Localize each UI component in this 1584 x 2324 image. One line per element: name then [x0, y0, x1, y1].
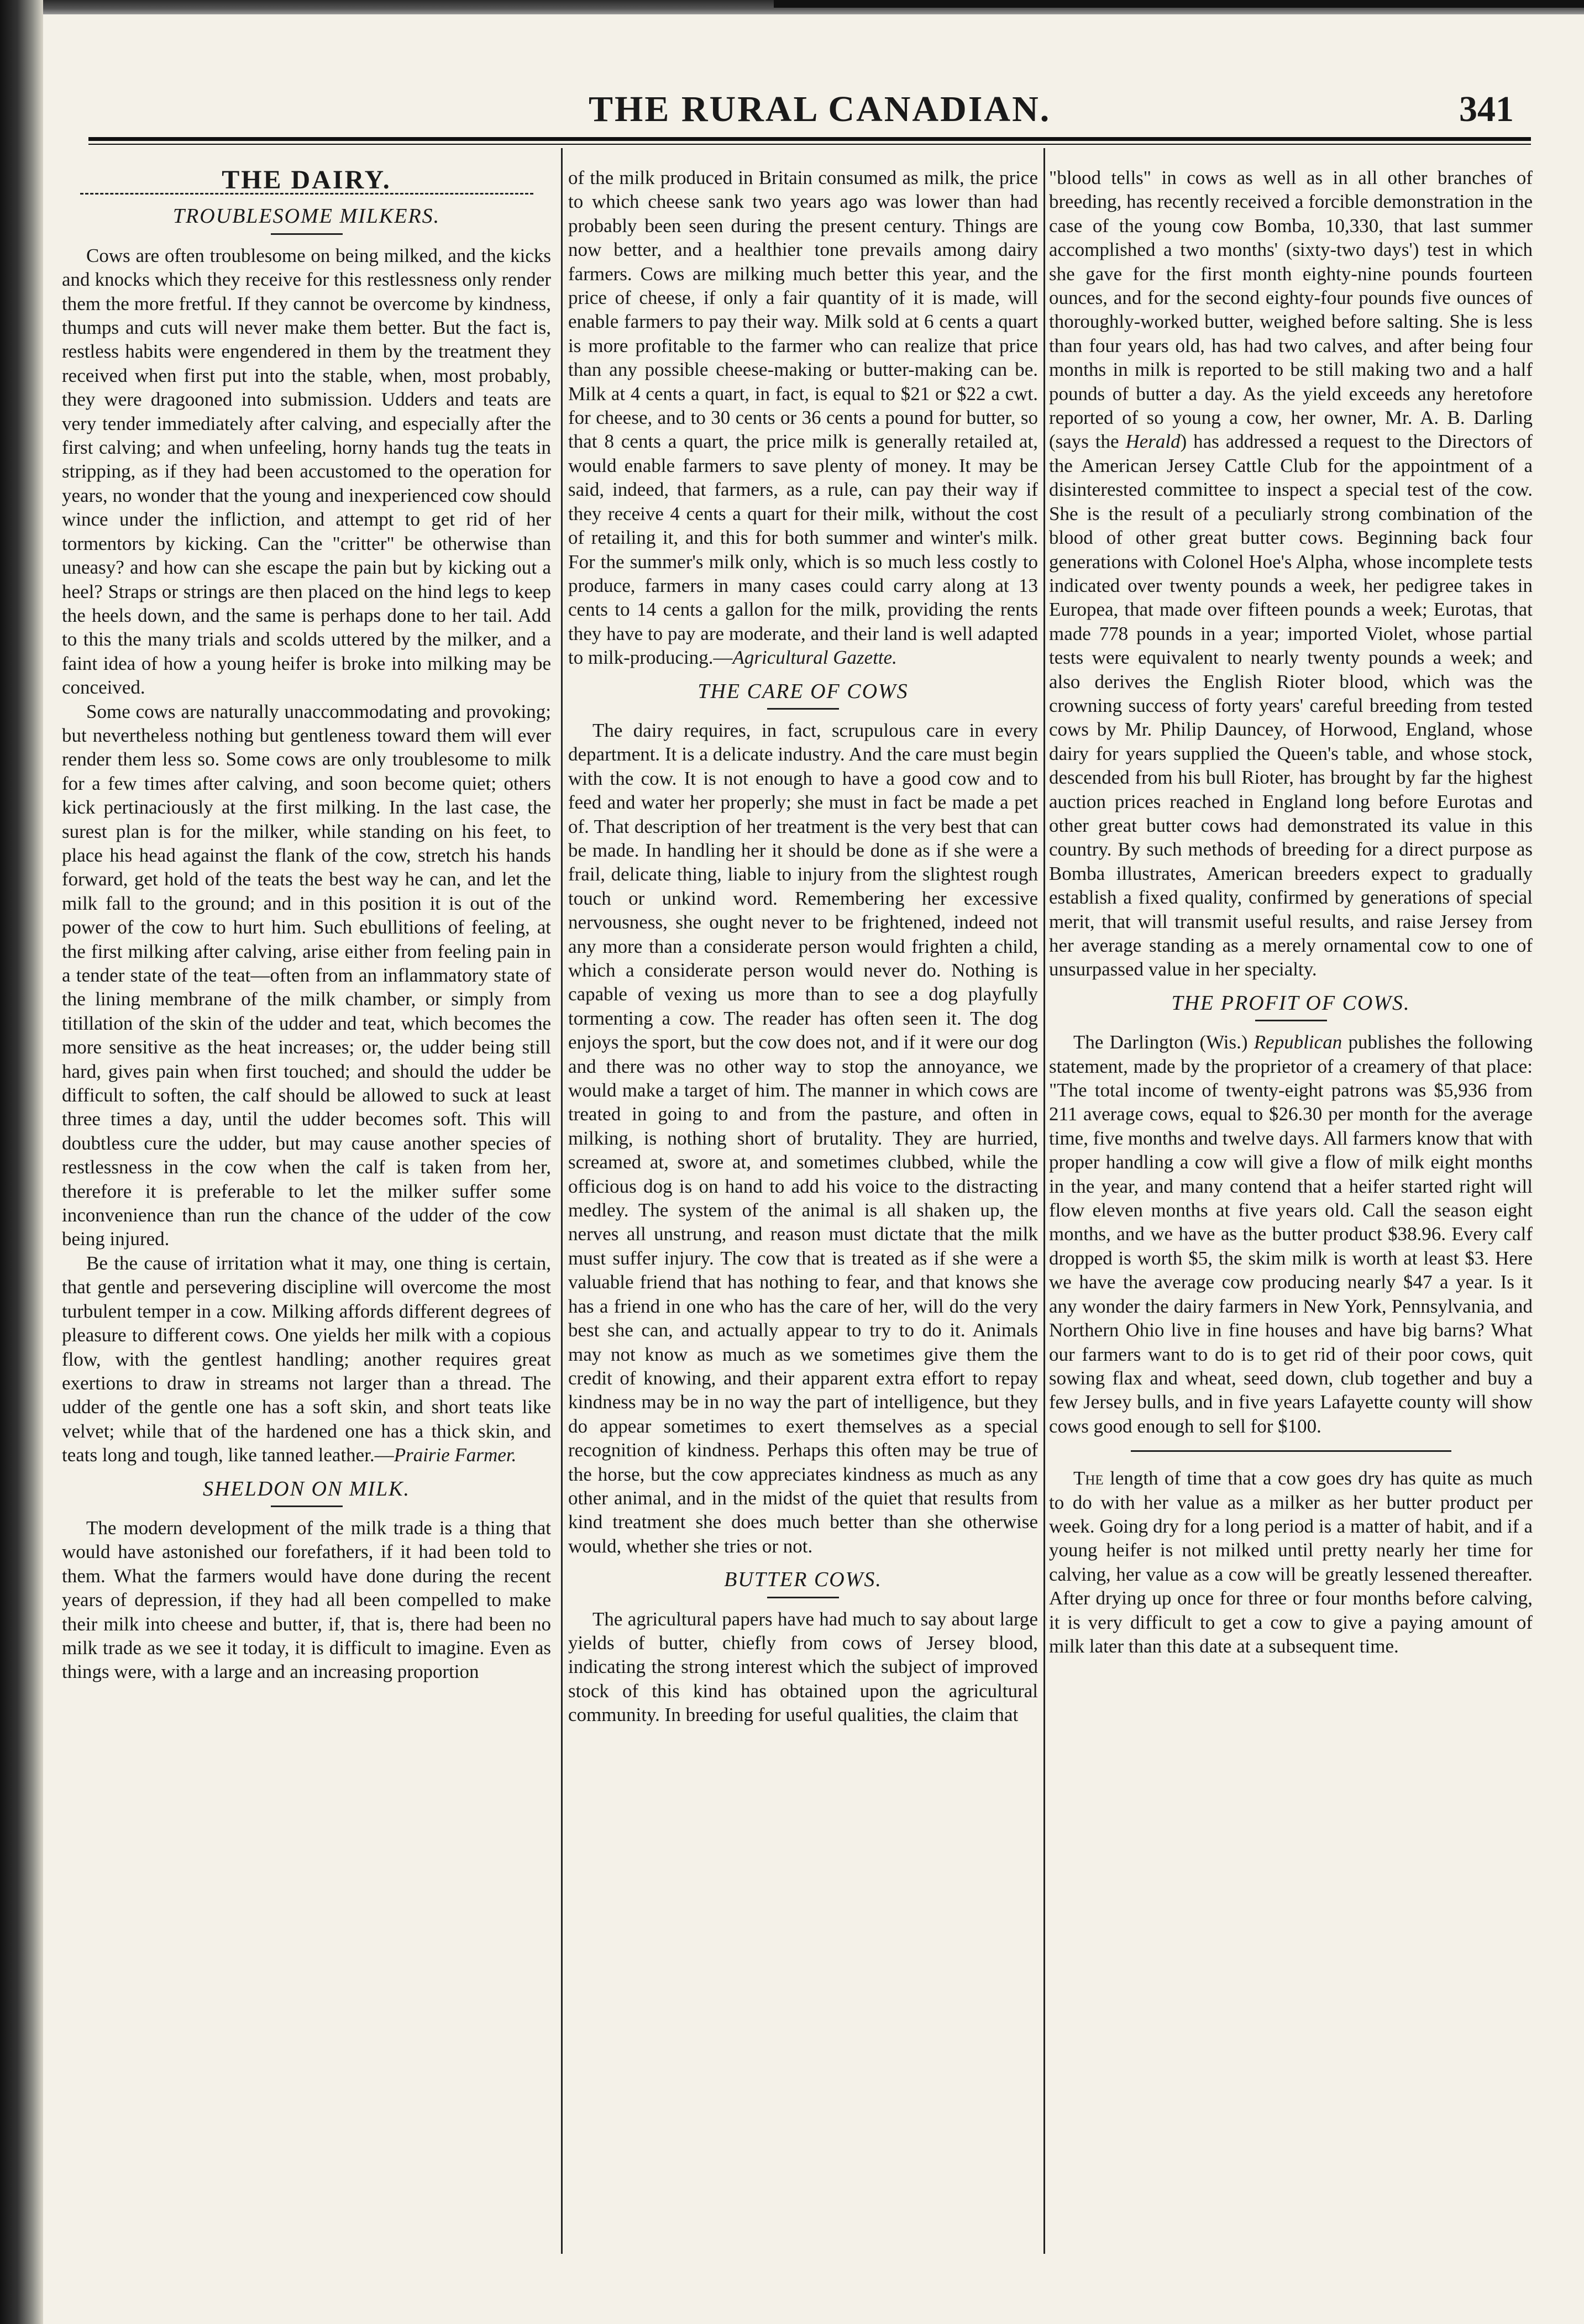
- source-credit: Agricultural Gazette.: [732, 647, 897, 669]
- column-1: [62, 166, 551, 1684]
- article-paragraph: [1049, 166, 1533, 982]
- title-rule: [271, 233, 343, 235]
- article-paragraph: The agricultural papers have had much to say about large yields of butter, chiefly from cows of Jersey blood, indicating the strong interest which the subject of improved stock of this kind has obtained upon the agricultural community. In breeding for useful qualities, the claim that: [568, 1608, 1038, 1726]
- page-number: 341: [1459, 89, 1514, 129]
- header-rule-thin: [88, 144, 1531, 145]
- article-paragraph: [62, 1251, 551, 1467]
- article-title-butter-cows: BUTTER COWS.: [724, 1568, 882, 1592]
- article-title-profit-of-cows: THE PROFIT OF COWS.: [1171, 991, 1410, 1015]
- article-paragraph: The dairy requires, in fact, scrupulous care in every department. It is a delicate industry. And the care must begin with the cow. It is not enough to have a good cow and to feed and water her properly; she must in fact be made a pet of. That description of her treatment is the very best that can be made. In handling her it should be done as if she were a frail, delicate thing, liable to injury from the slightest rough touch or unkind word. Remembering her excessive nervousness, she ought never to be frightened, indeed not any more than a considerate person would frighten a child, which a considerate person would never do. Nothing is capable of vexing us more than to see a dog playfully tormenting a cow. The reader has often seen it. The dog enjoys the sport, but the cow does not, and if it were our dog and there was no other way to stop the annoyance, we would make a target of him. The manner in which cows are treated in going to and from the pasture, and often in milking, is nothing short of brutality. They are hurried, screamed at, swore at, and sometimes clubbed, while the officious dog is on hand to add his voice to the distracting medley. The system of the animal is all shaken up, the nerves all unstrung, and reason must dictate that the milk must suffer injury. The cow that is treated as if she were a valuable friend that has nothing to fear, and that knows she has a friend in one who has the care of her, will do the very best she can, and actually appear to try to do it. Animals may not know as much as we sometimes give them the credit of knowing, and their apparent extra effort to repay kindness may be in no way the part of intelligence, but they do appear sometimes to exert themselves as a special recognition of kindness. Perhaps this often may be true of the horse, but the cow appreciates kindness as much as any other animal, and in the midst of the quiet that results from kind treatment she does much better than she otherwise would, whether she tries or not.: [568, 719, 1038, 1557]
- running-head: THE RURAL CANADIAN.: [589, 89, 1051, 129]
- article-paragraph: [1049, 1030, 1533, 1438]
- title-rule: [1255, 1020, 1327, 1021]
- title-rule: [767, 708, 839, 710]
- article-separator: [1131, 1450, 1451, 1452]
- paragraph-text: The Darlington (Wis.): [1073, 1031, 1254, 1053]
- article-title-care-of-cows: THE CARE OF COWS: [697, 679, 909, 703]
- title-rule: [271, 1505, 343, 1507]
- top-edge-band-dark: [774, 0, 1584, 8]
- paragraph-text: Be the cause of irritation what it may, one thing is certain, that gentle and persevering discipline will overcome the most turbulent temper in a cow. Milking affords different degrees of pleasure to different cows. One yields her milk with a copious flow, with the gentlest handling; another requires great exertions to draw in streams not larger than a thread. The udder of the gentle one has a soft skin, and short teats like velvet; while that of the hardened one has a thick skin, and teats long and tough, like tanned leather.—: [62, 1252, 551, 1466]
- lead-word: The: [1073, 1467, 1104, 1489]
- publication-name: Republican: [1253, 1031, 1342, 1053]
- title-rule: [767, 1597, 839, 1598]
- paragraph-text: of the milk produced in Britain consumed as milk, the price to which cheese sank two years ago was lower than had probably been seen during the present century. Things are now better, and a healthier tone prevails among dairy farmers. Cows are milking much better this year, and the price of cheese, if only a fair quantity of it is made, will enable farmers to pay their way. Milk sold at 6 cents a quart is more profitable to the farmer who can realize that price than any possible cheese-making or butter-making can be. Milk at 4 cents a quart, in fact, is equal to $21 or $22 a cwt. for cheese, and to 30 cents or 36 cents a pound for butter, so that 8 cents a quart, the price milk is generally retailed at, would enable farmers to save plenty of money. It may be said, indeed, that farmers, as a rule, can pay their way if they receive 4 cents a quart for their milk, without the cost of retailing it, and this for both summer and winter's milk. For the summer's milk only, which is so much less costly to produce, farmers in many cases could carry along at 13 cents to 14 cents a gallon for the milk, providing the rents they have to pay are moderate, and their land is well adapted to milk-producing.—: [568, 167, 1038, 669]
- article-paragraph: [1049, 1466, 1533, 1658]
- article-paragraph: Cows are often troublesome on being milked, and the kicks and knocks which they receive for this restlessness only render them the more fretful. If they cannot be overcome by kindness, thumps and cuts will never make them better. But the fact is, restless habits were engendered in them by the treatment they received when first put into the stable, when, most probably, they were dragooned into submission. Udders and teats are very tender immediately after calving, and especially after the first calving; and when unfeeling, horny hands tug the teats in stripping, as if they had been accustomed to the operation for years, no wonder that the young and inexperienced cow should wince under the infliction, and attempt to get rid of her tormentors by kicking. Can the "critter" be otherwise than uneasy? and how can she escape the pain but by kicking out a heel? Straps or strings are then placed on the hind legs to keep the heels down, and the same is perhaps done to her tail. Add to this the many trials and scolds uttered by the milker, and a faint idea of how a young heifer is broke into milking may be conceived.: [62, 244, 551, 699]
- binding-spine: [0, 0, 43, 2324]
- article-title-troublesome-milkers: TROUBLESOME MILKERS.: [172, 204, 440, 228]
- column-2: [568, 166, 1038, 1727]
- column-3: [1049, 166, 1533, 1658]
- article-paragraph: Some cows are naturally unaccommodating and provoking; but nevertheless nothing but gentleness toward them will ever render them less so. Some cows are only troublesome to milk for a few times after calving, and soon become quiet; others kick pertinaciously at the first milking. In the last case, the surest plan is for the milker, while standing on his feet, to place his head against the flank of the cow, stretch his hands forward, get hold of the teats the best way he can, and let the milk fall to the ground; and in this position it is out of the power of the cow to hurt him. Such ebullitions of feeling, at the first milking after calving, arise either from feeling pain in a tender state of the teat—often from an inflammatory state of the lining membrane of the milk chamber, or simply from titillation of the skin of the udder and teat, which becomes the more sensitive as the heat increases; or, the udder being still hard, gives pain when first touched; and should the udder be difficult to soften, the calf should be allowed to suck at least three times a day, until the udder becomes soft. This will doubtless cure the udder, but may cause another species of restlessness in the cow when the calf is taken from her, therefore it is preferable to let the milker suffer some inconvenience than run the chance of the udder of the cow being injured.: [62, 700, 551, 1250]
- paragraph-text: ) has addressed a request to the Directors of the American Jersey Cattle Club for the appointment of a disinterested committee to inspect a special test of the cow. She is the result of a peculiarly strong combination of the blood of other great butter cows. Beginning back four generations with Colonel Hoe's Alpha, whose incomplete tests indicated over twenty pounds a week, her pedigree takes in Europea, that made over fifteen pounds a week; Eurotas, that made 778 pounds in a year; imported Violet, whose partial tests were equivalent to nearly twenty pounds a week; and also derives the English Rioter blood, which was the crowning success of forty years' careful breeding from tested cows by Mr. Philip Dauncey, of Horwood, England, whose dairy for years supplied the Queen's table, and whose stock, descended from his bull Rioter, has brought by far the highest auction prices reached in England long before Eurotas and other great butter cows had demonstrated its value in this country. By such methods of breeding for a direct purpose as Bomba illustrates, American breeders expect to gradually establish a fixed quality, confirmed by generations of special merit, that will transmit useful results, and raise Jersey from her average standing as a merely ornamental cow to one of unsurpassed value in her specialty.: [1049, 431, 1533, 980]
- article-paragraph: [568, 166, 1038, 670]
- section-title: THE DAIRY.: [222, 165, 391, 195]
- source-credit: Prairie Farmer.: [394, 1444, 517, 1466]
- paragraph-text: publishes the following statement, made by the proprietor of a creamery of that place: "The total income of twenty-eight patrons was $5,936 from 211 average cows, equal to $26.30 per month for the average time, five months and twelve days. All farmers know that with proper handling a cow will give a flow of milk eight months in the year, and many contend that a heifer started right will flow eleven months at five years old. Call the season eight months, and we have as the butter product $38.96. Every calf dropped is worth $5, the skim milk is worth at least $3. Here we have the average cow producing nearly $47 a year. Is it any wonder the dairy farmers in New York, Pennsylvania, and Northern Ohio live in fine houses and have big barns? What our farmers want to do is to get rid of their poor cows, quit sowing flax and wheat, seed down, club together and buy a few Jersey bulls, and in five years Lafayette county will show cows good enough to sell for $100.: [1049, 1031, 1533, 1437]
- article-paragraph: The modern development of the milk trade is a thing that would have astonished our forefathers, if it had been told to them. What the farmers would have done during the recent years of depression, if they had all been compelled to make their milk into cheese and butter, if, that is, there had been no milk trade as we see it today, it is difficult to imagine. Even as things were, with a large and an increasing proportion: [62, 1517, 551, 1683]
- article-title-sheldon-on-milk: SHELDON ON MILK.: [202, 1477, 411, 1501]
- publication-name: Herald: [1125, 431, 1181, 453]
- paragraph-text: "blood tells" in cows as well as in all other branches of breeding, has recently received a forcible demonstration in the case of the young cow Bomba, 10,330, that last summer accomplished a two months' (sixty-two days') test in which she gave for the first month eighty-nine pounds fourteen ounces, and for the second eighty-four pounds five ounces of thoroughly-worked butter, weighed before salting. She is less than four years old, has had two calves, and after being four months in milk is reported to be still making two and a half pounds of butter a day. As the yield exceeds any heretofore reported of so young a cow, her owner, Mr. A. B. Darling (says the: [1049, 167, 1533, 453]
- column-rule-2: [1043, 148, 1045, 2254]
- header-rule-thick: [88, 137, 1531, 141]
- column-rule-1: [561, 148, 563, 2254]
- paragraph-text: length of time that a cow goes dry has quite as much to do with her value as a milker as her butter product per week. Going dry for a long period is a matter of habit, and if a young heifer is not milked until pretty nearly her time for calving, her value as a cow will be greatly lessened thereafter. After drying up once for three or four months before calving, it is very difficult to get a cow to give a paying amount of milk later than this date at a subsequent time.: [1049, 1467, 1533, 1657]
